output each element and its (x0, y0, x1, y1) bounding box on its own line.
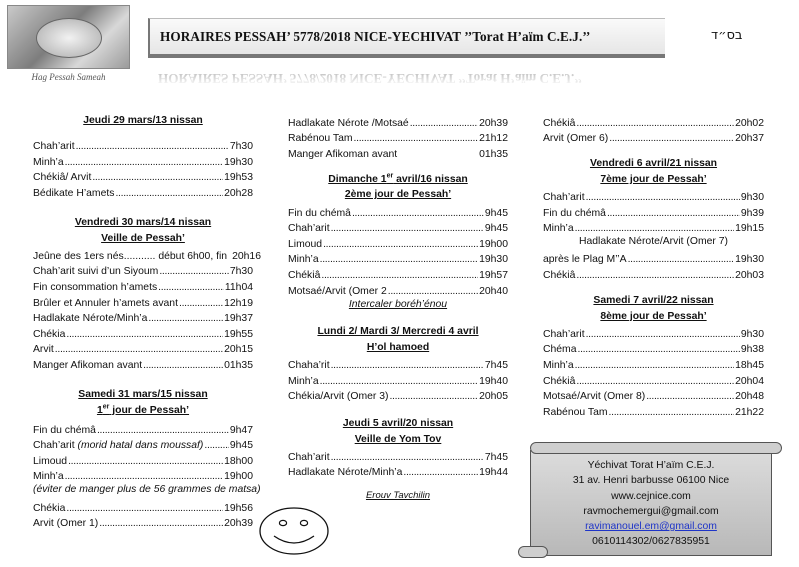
row-label: Arvit (Omer 1) (33, 518, 99, 530)
row-time: 7h45 (484, 359, 508, 371)
row-time: 19h30 (479, 254, 508, 266)
day-heading: Lundi 2/ Mardi 3/ Mercredi 4 avril (317, 326, 479, 338)
day-subheading: 8ème jour de Pessah’ (600, 310, 707, 322)
row-label: Motsaé/Arvit (Omer 8) (543, 391, 646, 403)
schedule-row (33, 137, 253, 153)
row-label: Chékiâ (543, 269, 576, 281)
schedule-row (288, 281, 508, 297)
row-time: 7h30 (229, 141, 253, 153)
schedule-row (33, 183, 253, 199)
row-time: 21h12 (479, 133, 508, 145)
row-label: Limoud (33, 455, 68, 467)
schedule-row (543, 265, 764, 281)
row-label: Chéma (543, 344, 577, 356)
contact-website[interactable]: www.cejnice.com (611, 490, 691, 502)
logo-caption: Hag Pessah Sameah (31, 72, 106, 82)
schedule-row (543, 219, 764, 235)
row-time: 19h56 (224, 502, 253, 514)
schedule-row (543, 129, 764, 145)
row-time: 19h00 (224, 471, 253, 483)
schedule-row (288, 447, 508, 463)
schedule-row (543, 250, 764, 266)
schedule-row (33, 168, 253, 184)
row-time: 9h45 (484, 223, 508, 235)
row-label: après le Plag M’’A (543, 254, 627, 266)
day-heading: Vendredi 30 mars/14 nissan (74, 216, 212, 228)
row-time: 19h30 (735, 254, 764, 266)
row-time: 19h44 (479, 467, 508, 479)
row-label: Chékia (33, 328, 66, 340)
contact-scroll (516, 442, 784, 558)
day-subheading: Veille de Yom Tov (354, 433, 442, 445)
schedule-row (33, 324, 253, 340)
schedule-row (33, 340, 253, 356)
row-label: Motsaé/Arvit (Omer 2 (288, 285, 387, 297)
schedule-row (288, 234, 508, 250)
day-heading: Jeudi 29 mars/13 nissan (83, 115, 203, 126)
row-time: 20h05 (479, 391, 508, 403)
row-time: 01h35 (479, 148, 508, 160)
row-time: 7h30 (229, 266, 253, 278)
schedule-row (288, 219, 508, 235)
day-heading: Jeudi 5 avril/20 nissan (342, 418, 454, 430)
schedule-row (33, 152, 253, 168)
row-label: Chah’arit (543, 328, 585, 340)
day-subheading: 7ème jour de Pessah’ (600, 173, 707, 185)
row-label: Minh’a (288, 375, 319, 387)
contact-email-1[interactable]: ravmochemergui@gmail.com (583, 505, 719, 517)
contact-email-2-link[interactable]: ravimanouel.em@gmail.com (585, 521, 717, 533)
schedule-row (543, 187, 764, 203)
schedule-row (288, 387, 508, 403)
schedule-row (288, 144, 508, 160)
schedule-row (288, 265, 508, 281)
row-time: 11h04 (224, 281, 253, 293)
schedule-row (288, 129, 508, 145)
row-time: 9h45 (484, 207, 508, 219)
row-time: 9h45 (229, 440, 253, 452)
row-time: 9h39 (740, 207, 764, 219)
schedule-row (33, 246, 261, 262)
day-heading: Vendredi 6 avril/21 nissan (589, 158, 718, 170)
row-label: Chékia/Arvit (Omer 3) (288, 391, 389, 403)
day-subheading: 2ème jour de Pessah’ (344, 189, 452, 201)
row-note: (morid hatal dans moussaf) (77, 440, 204, 452)
day-heading: Dimanche 1er avril/16 nissan (328, 172, 468, 185)
column-2 (288, 113, 508, 504)
row-label: Jeûne des 1ers nés........... début 6h00, fin (33, 250, 228, 262)
title-reflection-text: HORAIRES PESSAH’ 5778/2018 NICE-YECHIVAT ’’Torat H’aïm C.E.J.’’ (158, 71, 583, 86)
schedule-row (33, 514, 253, 530)
contact-address: 31 av. Henri barbusse 06100 Nice (572, 475, 730, 487)
title-reflection (158, 60, 658, 94)
row-time: 21h22 (735, 406, 764, 418)
row-time: 19h30 (224, 156, 253, 168)
row-time: 20h28 (224, 187, 253, 199)
row-label: Rabénou Tam (288, 133, 353, 145)
row-label: Brûler et Annuler h’amets avant (33, 297, 178, 309)
row-time: 18h45 (735, 359, 764, 371)
row-time: 18h00 (224, 455, 253, 467)
logo (7, 5, 130, 85)
row-time: 20h16 (232, 250, 261, 262)
row-time: 9h30 (740, 191, 764, 203)
schedule-row (543, 371, 764, 387)
schedule-row (33, 420, 253, 436)
day-heading: Samedi 7 avril/22 nissan (593, 294, 714, 306)
schedule-row (288, 463, 508, 479)
seder-plate-image (7, 5, 130, 69)
row-label: Manger Afikoman avant (33, 359, 143, 371)
contact-name: Yéchivat Torat H’aïm C.E.J. (587, 460, 715, 471)
row-label: Fin du chémâ (33, 424, 96, 436)
row-time: 20h15 (224, 344, 253, 356)
row-label: Rabénou Tam (543, 406, 608, 418)
row-time: 19h40 (479, 375, 508, 387)
row-label: Chah’arit (33, 440, 75, 452)
row-label: Chékiâ (543, 117, 576, 129)
intercaler-note: Intercaler boréh’énou (348, 298, 448, 310)
contact-info (530, 458, 772, 550)
row-time: 19h37 (224, 313, 253, 325)
row-time: 12h19 (224, 297, 253, 309)
row-label: Fin du chémâ (543, 207, 606, 219)
row-label: Minh’a (33, 471, 64, 483)
row-time: 20h37 (735, 133, 764, 145)
schedule-row (543, 402, 764, 418)
row-time: 20h39 (479, 117, 508, 129)
row-time: 19h00 (479, 238, 508, 250)
page-title: HORAIRES PESSAH’ 5778/2018 NICE-YECHIVAT ’’Torat H’aïm C.E.J.’’ (160, 28, 591, 44)
row-label: Fin consommation h’amets (33, 281, 158, 293)
schedule-row (543, 387, 764, 403)
row-time: 19h53 (224, 172, 253, 184)
row-label: Chah’arit (543, 191, 585, 203)
row-label: Chah’arit (288, 223, 330, 235)
row-time: 9h47 (229, 424, 253, 436)
row-label: Minh’a (543, 359, 574, 371)
schedule-row (33, 293, 253, 309)
row-label: Chékiâ (543, 375, 576, 387)
row-label: Chah’arit (288, 451, 330, 463)
schedule-row (543, 340, 764, 356)
column-1 (33, 113, 261, 530)
row-time: 20h40 (479, 285, 508, 297)
row-time: 20h48 (735, 391, 764, 403)
row-label: Hadlakate Nérote/Minh’a (33, 313, 148, 325)
row-label: Limoud (288, 238, 323, 250)
schedule-row (33, 498, 253, 514)
row-time: 19h15 (735, 223, 764, 235)
row-label: Hadlakate Nérote /Motsaé (288, 117, 409, 129)
erouv-note: Erouv Tavchilin (365, 490, 431, 502)
schedule-row (543, 203, 764, 219)
row-label: Chah’arit (33, 141, 75, 153)
contact-phones: 0610114302/0627835951 (592, 536, 710, 548)
row-label: Chékia (33, 502, 66, 514)
row-label: Chah’arit suivi d’un Siyoum (33, 266, 159, 278)
row-time: 20h39 (224, 518, 253, 530)
title-banner (148, 18, 665, 58)
row-label: Minh’a (543, 223, 574, 235)
row-time: 19h57 (479, 269, 508, 281)
schedule-row (288, 355, 508, 371)
row-label: Manger Afikoman avant (288, 148, 398, 160)
row-time: 9h30 (740, 328, 764, 340)
schedule-row (33, 451, 253, 467)
scroll-roll-top (530, 442, 782, 454)
schedule-row (33, 309, 253, 325)
schedule-row (33, 262, 253, 278)
schedule-row (33, 355, 253, 371)
day-subheading: 1er jour de Pessah’ (96, 403, 190, 416)
smiley-icon (258, 506, 330, 556)
column-3 (543, 113, 764, 418)
schedule-row (33, 277, 253, 293)
row-label: Arvit (Omer 6) (543, 133, 609, 145)
row-time: 20h02 (735, 117, 764, 129)
row-time: 7h45 (484, 451, 508, 463)
day-subheading: Veille de Pessah’ (101, 232, 185, 244)
schedule-row (543, 324, 764, 340)
schedule-row (543, 113, 764, 129)
row-label: Chékiâ/ Arvit (33, 172, 92, 184)
row-label: Chékiâ (288, 269, 321, 281)
row-time: 20h04 (735, 375, 764, 387)
day-subheading: H’ol hamoed (366, 341, 430, 353)
matsa-note: (éviter de manger plus de 56 grammes de matsa) (33, 484, 261, 496)
schedule-row (33, 436, 253, 452)
row-label: Minh’a (288, 254, 319, 266)
bsd-mark: בס״ד (711, 28, 743, 43)
row-time: 19h55 (224, 328, 253, 340)
row-label: Minh’a (33, 156, 64, 168)
row-label: Bédikate H’amets (33, 187, 115, 199)
schedule-row (33, 467, 253, 483)
row-label: Arvit (33, 344, 54, 356)
row-label: Chaha’rit (288, 359, 330, 371)
schedule-row (288, 113, 508, 129)
row-label: Fin du chémâ (288, 207, 351, 219)
schedule-row (288, 203, 508, 219)
row-time: 01h35 (224, 359, 253, 371)
hadlakate-line: Hadlakate Nérote/Arvit (Omer 7) (579, 236, 728, 248)
row-label: Hadlakate Nérote/Minh’a (288, 467, 403, 479)
day-heading: Samedi 31 mars/15 nissan (78, 388, 208, 400)
schedule-row (288, 371, 508, 387)
schedule-row (543, 355, 764, 371)
schedule-row (288, 250, 508, 266)
row-time: 20h03 (735, 269, 764, 281)
row-time: 9h38 (740, 344, 764, 356)
